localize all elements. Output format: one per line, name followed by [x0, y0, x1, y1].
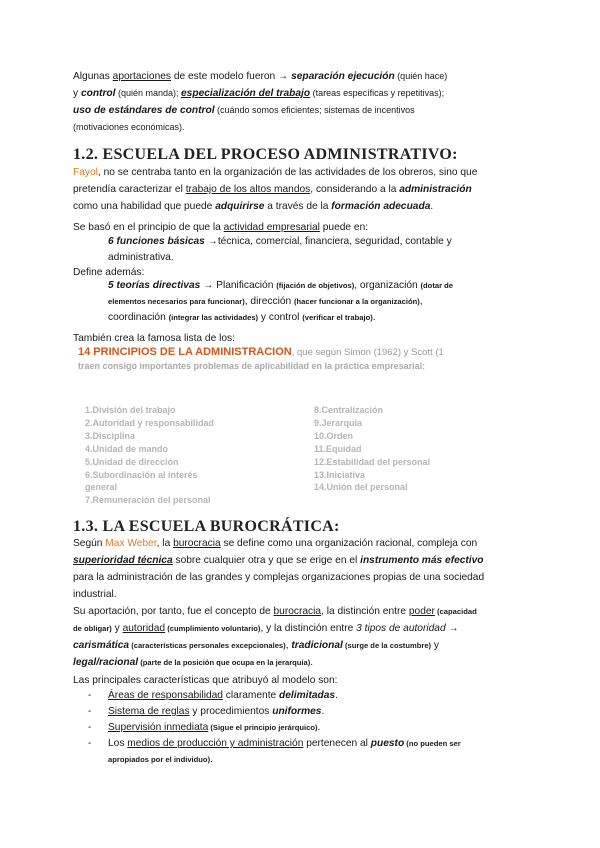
principle-item: 5.Unidad de dirección — [85, 456, 179, 467]
text: sobre cualquier otra y que se erige en el — [172, 555, 361, 566]
principle-item: 10.Orden — [314, 430, 354, 441]
note: (fijación de objetivos) — [276, 281, 355, 290]
underlined-term: burocracia — [173, 538, 221, 549]
underlined-term: Sistema de reglas — [108, 706, 190, 717]
bold-term: uso de estándares de control — [73, 105, 215, 116]
text: y procedimientos — [189, 706, 273, 717]
bullet-dash: - — [88, 722, 92, 733]
note: (capacidad — [434, 607, 477, 616]
text: y control — [258, 312, 303, 323]
principle-item: 2.Autoridad y responsabilidad — [85, 417, 215, 428]
underlined-term: burocracia — [273, 606, 322, 617]
text: , dirección — [244, 296, 295, 307]
note: de obligar) — [73, 624, 112, 633]
principles-title — [78, 346, 444, 358]
note: (quién manda); — [115, 88, 182, 98]
bold-term: legal/racional — [73, 657, 139, 668]
note: (Sigue el principio jerárquico) — [208, 723, 318, 732]
text: coordinación — [108, 312, 169, 323]
principles-heading: 14 PRINCIPIOS DE LA ADMINISTRACION — [78, 346, 292, 358]
bold-term: especialización del trabajo — [181, 88, 311, 99]
bold-term: separación ejecución — [291, 71, 395, 82]
bold-term: delimitadas — [279, 690, 336, 701]
text: se define como una organización racional, compleja con — [220, 538, 478, 549]
underlined-term: Supervisión inmediata — [108, 722, 209, 733]
section-title: 1.3. LA ESCUELA BUROCRÁTICA: — [73, 518, 340, 535]
text: , no se centraba tanto en la organización de las actividades de los obreros, sino que — [97, 167, 478, 178]
bullet-dash: - — [88, 706, 92, 717]
note: (características personales excepcionales) — [129, 641, 286, 650]
italic-term: 3 tipos de autoridad → — [356, 623, 459, 634]
note: (cuándo somos eficientes; sistemas de incentivos — [214, 105, 415, 115]
define-line: Define además: — [73, 267, 145, 278]
note: (cumplimiento voluntario) — [165, 624, 261, 633]
bold-term: adquirirse — [215, 201, 265, 212]
text: , la distinción entre — [321, 606, 409, 617]
section-title: 1.2. ESCUELA DEL PROCESO ADMINISTRATIVO: — [73, 146, 458, 163]
text: para la administración de las grandes y complejas organizaciones propias de una sociedad — [73, 572, 485, 583]
note: (hacer funcionar a la organización) — [294, 297, 420, 306]
funciones-item — [108, 234, 508, 266]
aportacion-paragraph — [73, 603, 548, 671]
principle-item: 1.División del trabajo — [85, 405, 176, 415]
text: pertenecen al — [303, 738, 371, 749]
text: Se basó en el principio de que la — [73, 222, 224, 233]
underlined-term: Áreas de responsabilidad — [108, 690, 223, 701]
bold-term: administración — [399, 184, 472, 195]
note: (parte de la posición que ocupa en la jerarquía) — [138, 658, 311, 667]
text: → Planificación — [200, 280, 277, 291]
principle-item: 3.Disciplina — [85, 430, 136, 441]
author-name: Max Weber — [105, 538, 157, 549]
note: (no pueden ser — [404, 739, 461, 748]
author-name: Fayol — [73, 167, 98, 178]
principles-right-list — [314, 404, 430, 494]
bold-term: instrumento más efectivo — [360, 555, 484, 566]
caracteristicas-line: Las principales características que atribuyó al modelo son: — [73, 675, 338, 686]
principle-item: 8.Centralización — [314, 405, 384, 415]
principle-item: 7.Remuneración del personal — [85, 495, 211, 506]
principle-item: 4.Unidad de mando — [85, 443, 169, 454]
text: industrial. — [73, 589, 117, 600]
tambien-line: También crea la famosa lista de los: — [73, 333, 235, 344]
text: . — [372, 312, 376, 323]
text: puede en: — [319, 222, 369, 233]
underlined-term: medios de producción y administración — [127, 738, 304, 749]
bold-term: control — [80, 88, 116, 99]
bold-term: puesto — [370, 738, 405, 749]
intro-paragraph — [73, 68, 533, 136]
text: Algunas — [73, 71, 113, 82]
text: administrativa. — [108, 252, 174, 263]
text: y — [73, 88, 81, 99]
text: claramente — [222, 690, 280, 701]
text: pretendía caracterizar el — [73, 184, 186, 195]
principle-item: general — [85, 482, 118, 493]
underlined-term: aportaciones — [112, 71, 171, 82]
principle-item: 12.Estabilidad del personal — [314, 456, 431, 467]
text: , la — [156, 538, 174, 549]
list-item: - Supervisión inmediata (Sigue el principio jerárquico). — [88, 720, 528, 736]
note: (motivaciones económicas). — [73, 122, 185, 132]
text: , organización — [354, 280, 421, 291]
note: elementos necesarios para funcionar) — [108, 297, 245, 306]
text: →técnica, comercial, financiera, seguridad, contable y — [204, 236, 452, 247]
teorias-item — [108, 278, 528, 326]
principle-item: 9.Jerarquía — [314, 417, 363, 428]
text: , — [285, 640, 292, 651]
principles-subtitle: traen consigo importantes problemas de aplicabilidad en la práctica empresarial: — [78, 361, 426, 371]
text: . — [310, 657, 314, 668]
fayol-paragraph — [73, 164, 543, 215]
text: Según — [73, 538, 106, 549]
principle-item: 13.Iniciativa — [314, 469, 366, 480]
bullet-dash: - — [88, 690, 92, 701]
underlined-term: trabajo de los altos mandos — [185, 184, 311, 195]
underlined-term: autoridad — [122, 623, 166, 634]
text: , y la distinción entre — [260, 623, 357, 634]
bold-term: formación adecuada — [331, 201, 431, 212]
bullet-dash: - — [88, 738, 92, 749]
note: (integrar las actividades) — [168, 313, 259, 322]
text: , — [419, 296, 423, 307]
principle-item: 6.Subordinación al interés — [85, 469, 198, 480]
list-item: - Áreas de responsabilidad claramente delimitadas. — [88, 688, 528, 704]
bold-term: 6 funciones básicas — [108, 236, 205, 247]
principle-item: 14.Unión del personal — [314, 482, 408, 493]
bold-term: 5 teorías directivas — [108, 280, 201, 291]
text: . — [430, 201, 434, 212]
underlined-term: poder — [408, 606, 435, 617]
text: y — [431, 640, 440, 651]
principles-left-list — [85, 404, 214, 507]
note: (verificar el trabajo) — [302, 313, 373, 322]
bold-term: carismática — [73, 640, 130, 651]
text: , considerando a la — [310, 184, 400, 195]
note: (surge de la costumbre) — [342, 641, 432, 650]
list-item: - Los medios de producción y administración pertenecen al puesto (no pueden ser apropiados por el individuo). — [88, 738, 461, 765]
note: apropiados por el individuo) — [108, 755, 211, 764]
note: (tareas específicas y repetitivas); — [310, 88, 445, 98]
text: como una habilidad que puede — [73, 201, 216, 212]
note: (quién hace) — [394, 71, 448, 81]
principles-heading-rest: , que según Simon (1962) y Scott (1 — [291, 347, 444, 358]
bold-term: uniformes — [272, 706, 322, 717]
weber-paragraph — [73, 535, 543, 603]
underlined-term: actividad empresarial — [223, 222, 320, 233]
text: Su aportación, por tanto, fue el concepto de — [73, 606, 274, 617]
bold-term: superioridad técnica — [73, 555, 173, 566]
text: a través de la — [264, 201, 332, 212]
text: de este modelo fueron → — [171, 71, 292, 82]
bold-term: tradicional — [291, 640, 343, 651]
note: (dotar de — [420, 281, 454, 290]
list-item: - Sistema de reglas y procedimientos uniformes. — [88, 704, 528, 720]
text: y — [111, 623, 123, 634]
principle-item: 11.Equidad — [314, 443, 362, 454]
text: Los — [108, 738, 128, 749]
